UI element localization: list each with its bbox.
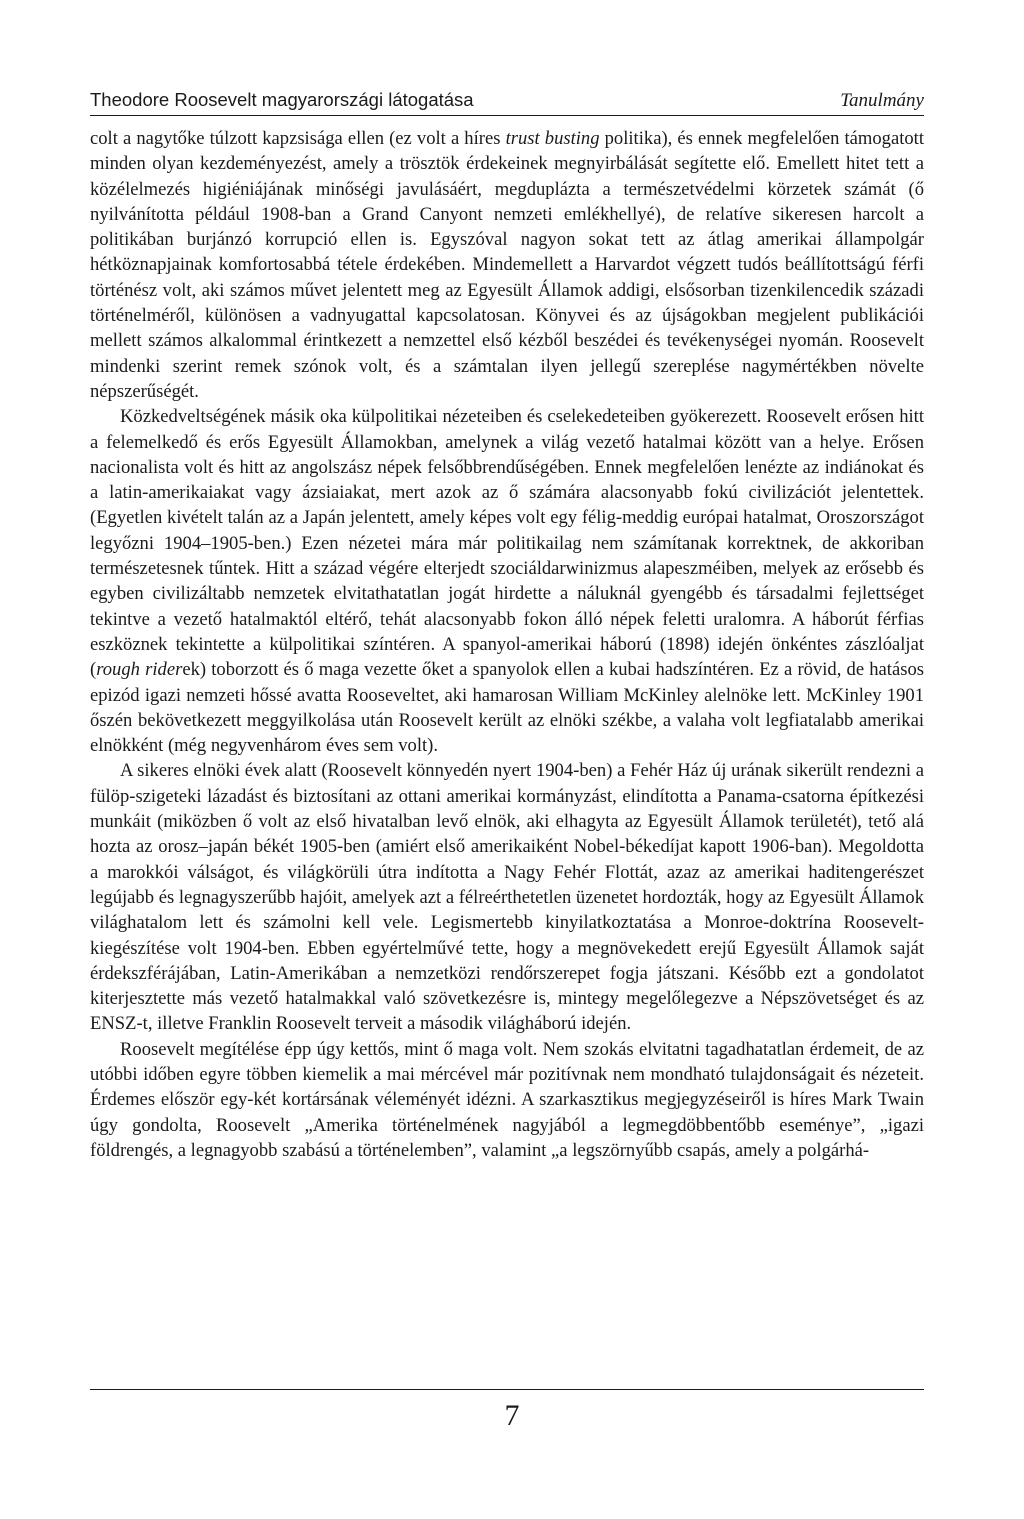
paragraph-1: colt a nagytőke túlzott kapzsisága ellen (ez volt a híres trust busting politika), és ennek megfelelően támogatott minden olyan kezdeményezést, amely a trösztök érdekeinek megnyirbálását segítette elő. Emellett hitet tett a közélelmezés higiéniájának minőségi javulásáért, megduplázta a természetvédelmi körzetek számát (ő nyilvánította például 1908-ban a Grand Canyont nemzeti emlékhellyé), de relatíve sikeresen harcolt a politikában burjánzó korrupció ellen is. Egyszóval nagyon sokat tett az átlag amerikai állampolgár hétköznapjainak komfortosabbá tétele érdekében. Mindemellett a Harvardot végzett tudós beállítottságú férfi történész volt, aki számos művet jelentett meg az Egyesült Államok addigi, elsősorban tizenkilencedik századi történelméről, különösen a vadnyugattal kapcsolatosan. Könyvei és az újságokban megjelent publikációi mellett számos alkalommal érintkezett a nemzettel első kézből beszédei és tevékenységei nyomán. Roosevelt mindenki szerint remek szónok volt, és a számtalan ilyen jellegű szereplése nagymértékben növelte népszerűségét. [90,128,925,402]
paragraph-2: Közkedveltségének másik oka külpolitikai nézeteiben és cselekedeteiben gyökerezett. Roosevelt erősen hitt a felemelkedő és erős Egyesült Államokban, amelynek a világ vezető hatalmai között van a helye. Erősen nacionalista volt és hitt az angolszász népek felsőbbrendűségében. Ennek megfelelően lenézte az indiánokat és a latin-amerikaiakat vagy ázsiaiakat, mert azok az ő számára alacsonyabb fokú civilizációt jelentettek. (Egyetlen kivételt talán az a Japán jelentett, amely képes volt egy félig-meddig európai hatalmat, Oroszországot legyőzni 1904–1905-ben.) Ezen nézetei mára már politikailag nem számítanak korrektnek, de akkoriban természetesnek tűntek. Hitt a század végére elterjedt szociáldarwinizmus alapeszméiben, melyek az erősebb és egyben civilizáltabb nemzetek elvitathatatlan jogát hirdette a náluknál gyengébb és társadalmi fejlettséget tekintve a vezető hatalmaktól eltérő, tehát alacsonyabb fokon álló népek feletti uralomra. A háborút férfias eszköznek tekintette a külpolitikai színtéren. A spanyol-amerikai háború (1898) idején önkéntes zászlóaljat (rough riderek) toborzott és ő maga vezette őket a spanyolok ellen a kubai hadszíntéren. Ez a rövid, de hatásos epizód igazi nemzeti hőssé avatta Rooseveltet, aki hamarosan William McKinley alelnöke lett. McKinley 1901 őszén bekövetkezett meggyilkolása után Roosevelt került az elnöki székbe, a valaha volt legfiatalabb amerikai elnökként (még negyvenhárom éves sem volt). [90,406,924,757]
section-label: Tanulmány [840,90,924,111]
running-header [90,88,924,113]
page-number: 7 [504,1399,520,1432]
header-divider [90,115,924,116]
article-title: Theodore Roosevelt magyarországi látogatása [90,89,474,110]
paragraph-3: A sikeres elnöki évek alatt (Roosevelt könnyedén nyert 1904-ben) a Fehér Ház új urának sikerült rendezni a fülöp-szigeteki lázadást és biztosítani az ottani amerikai kormányzást, elindította a Panama-csatorna építkezési munkáit (miközben ő volt az első hivatalban levő elnök, aki elhagyta az Egyesült Államok területét), tető alá hozta az orosz–japán békét 1905-ben (amiért első amerikaiként Nobel-békedíjat kapott 1906-ban). Megoldotta a marokkói válságot, és világkörüli útra indította a Nagy Fehér Flottát, azaz az amerikai haditengerészet legújabb és legnagyszerűbb hajóit, amelyek azt a félreérthetetlen üzenetet hordozták, hogy az Egyesült Államok világhatalom lett és számolni kell vele. Legismertebb kinyilatkoztatása a Monroe-doktrína Roosevelt-kiegészítése volt 1904-ben. Ebben egyértelművé tette, hogy a megnövekedett erejű Egyesült Államok saját érdekszférájában, Latin-Amerikában a nemzetközi rendőrszerepet fogja játszani. Később ezt a gondolatot kiterjesztette más vezető hatalmakkal való szövetkezésre is, mintegy megelőlegezve a Népszövetséget és az ENSZ-t, illetve Franklin Roosevelt terveit a második világháború idején. [90,760,924,1035]
body-text [90,126,924,1163]
paragraph-4: Roosevelt megítélése épp úgy kettős, mint ő maga volt. Nem szokás elvitatni tagadhatatlan érdemeit, de az utóbbi időben egyre többen kiemelik a mai mércével már pozitívnak nem mondható tulajdonságait és nézeteit. Érdemes először egy-két kortársának véleményét idézni. A szarkasztikus megjegyzéseiről is híres Mark Twain úgy gondolta, Roosevelt „Amerika történelmének nagyjából a legmegdöbbentőbb eseménye”, „igazi földrengés, a legnagyobb szabású a történelemben”, valamint „a legszörnyűbb csapás, amely a polgárhá- [90,1038,924,1161]
footer-divider [90,1389,924,1390]
